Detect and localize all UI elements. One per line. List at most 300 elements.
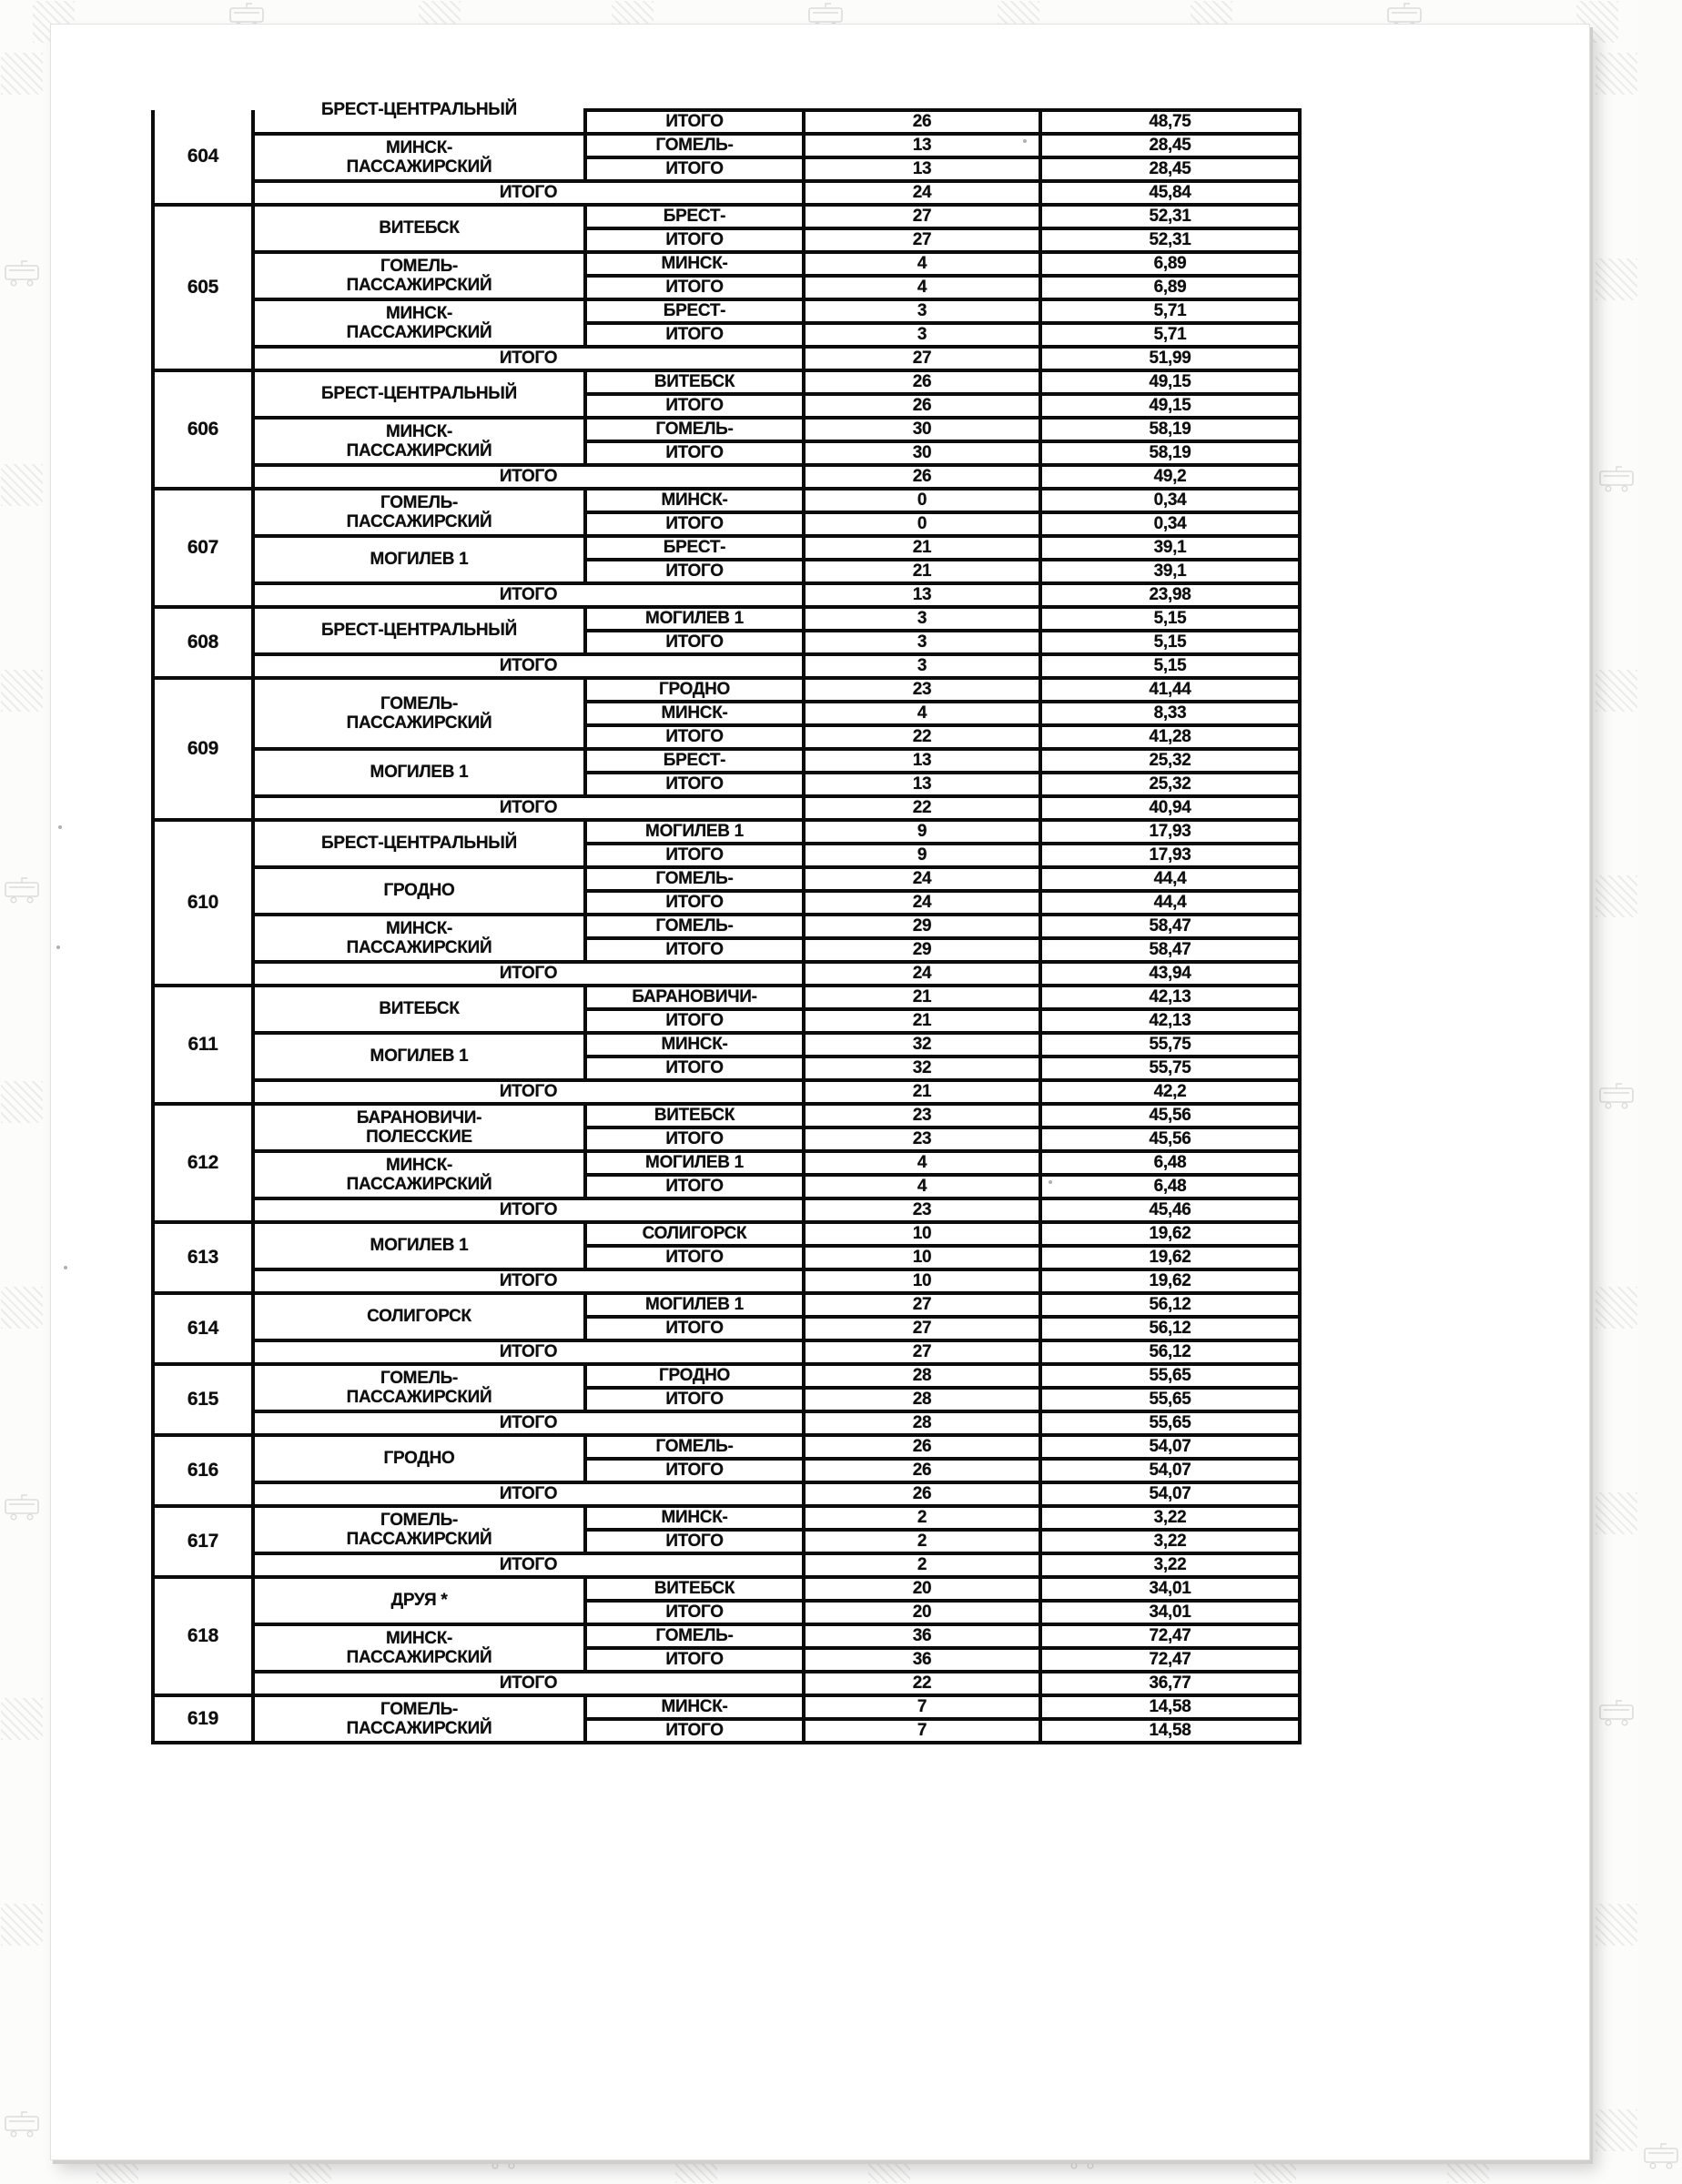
document-page <box>50 24 1590 2160</box>
count-cell: 4 <box>804 1151 1040 1175</box>
hatch-tile <box>1596 1904 1637 1946</box>
hatch-tile <box>1596 2109 1637 2151</box>
percent-cell: 14,58 <box>1040 1695 1300 1719</box>
destination-cell: ИТОГО <box>585 512 804 536</box>
percent-cell: 6,89 <box>1040 252 1300 276</box>
percent-cell: 45,56 <box>1040 1104 1300 1127</box>
percent-cell: 0,34 <box>1040 489 1300 512</box>
percent-cell: 39,1 <box>1040 536 1300 560</box>
destination-cell: ИТОГО <box>585 157 804 181</box>
count-cell: 28 <box>804 1388 1040 1411</box>
percent-cell: 6,48 <box>1040 1175 1300 1198</box>
percent-cell: 48,75 <box>1040 110 1300 134</box>
count-cell: 0 <box>804 489 1040 512</box>
table-row <box>153 678 1300 702</box>
count-cell: 20 <box>804 1601 1040 1624</box>
percent-cell: 40,94 <box>1040 796 1300 820</box>
percent-cell: 42,13 <box>1040 986 1300 1009</box>
count-cell: 27 <box>804 1293 1040 1317</box>
destination-cell: ИТОГО <box>585 110 804 134</box>
tram-icon <box>1640 2141 1682 2183</box>
tram-icon <box>1 258 43 300</box>
group-total-row <box>153 583 1300 607</box>
destination-cell: ИТОГО <box>585 773 804 796</box>
count-cell: 32 <box>804 1057 1040 1080</box>
table-row <box>153 820 1300 844</box>
destination-cell: ГОМЕЛЬ- <box>585 418 804 441</box>
group-total-row <box>153 1340 1300 1364</box>
count-cell: 13 <box>804 749 1040 773</box>
table-row <box>153 134 1300 157</box>
percent-cell: 5,71 <box>1040 323 1300 347</box>
train-table-body <box>153 100 1300 1743</box>
destination-cell: МИНСК- <box>585 1695 804 1719</box>
origin-station-cell: МОГИЛЕВ 1 <box>253 1033 585 1080</box>
group-total-row <box>153 1080 1300 1104</box>
destination-cell: БРЕСТ- <box>585 536 804 560</box>
table-row <box>153 536 1300 560</box>
destination-cell: ИТОГО <box>585 725 804 749</box>
group-total-label: ИТОГО <box>253 1672 804 1695</box>
percent-cell: 3,22 <box>1040 1530 1300 1553</box>
count-cell: 27 <box>804 228 1040 252</box>
origin-station-cell: МИНСК- ПАССАЖИРСКИЙ <box>253 915 585 962</box>
count-cell: 21 <box>804 560 1040 583</box>
percent-cell: 41,44 <box>1040 678 1300 702</box>
percent-cell: 52,31 <box>1040 205 1300 228</box>
count-cell: 26 <box>804 1435 1040 1459</box>
destination-cell: ИТОГО <box>585 560 804 583</box>
train-number-cell: 605 <box>153 205 253 370</box>
count-cell: 21 <box>804 1009 1040 1033</box>
destination-cell: МИНСК- <box>585 1506 804 1530</box>
group-total-row <box>153 962 1300 986</box>
destination-cell: ГОМЕЛЬ- <box>585 867 804 891</box>
destination-cell: ИТОГО <box>585 441 804 465</box>
count-cell: 4 <box>804 252 1040 276</box>
origin-station-cell: ГОМЕЛЬ- ПАССАЖИРСКИЙ <box>253 1364 585 1411</box>
table-row <box>153 1577 1300 1601</box>
count-cell: 9 <box>804 844 1040 867</box>
group-total-label: ИТОГО <box>253 796 804 820</box>
count-cell: 2 <box>804 1553 1040 1577</box>
destination-cell: ИТОГО <box>585 938 804 962</box>
group-total-label: ИТОГО <box>253 1198 804 1222</box>
group-total-row <box>153 347 1300 370</box>
table-row <box>153 1104 1300 1127</box>
destination-cell: ИТОГО <box>585 1246 804 1269</box>
count-cell: 13 <box>804 157 1040 181</box>
percent-cell: 3,22 <box>1040 1506 1300 1530</box>
group-total-label: ИТОГО <box>253 1553 804 1577</box>
percent-cell: 6,89 <box>1040 276 1300 299</box>
destination-cell: ГОМЕЛЬ- <box>585 915 804 938</box>
destination-cell: МИНСК- <box>585 702 804 725</box>
origin-station-cell: МИНСК- ПАССАЖИРСКИЙ <box>253 134 585 181</box>
destination-cell: ИТОГО <box>585 1317 804 1340</box>
destination-cell: БРЕСТ- <box>585 299 804 323</box>
hatch-tile <box>1596 1287 1637 1329</box>
destination-cell: ИТОГО <box>585 228 804 252</box>
percent-cell: 19,62 <box>1040 1246 1300 1269</box>
count-cell: 4 <box>804 276 1040 299</box>
scan-speck <box>58 825 62 829</box>
destination-cell: ГРОДНО <box>585 1364 804 1388</box>
count-cell: 24 <box>804 891 1040 915</box>
destination-cell: ИТОГО <box>585 891 804 915</box>
table-row <box>153 1435 1300 1459</box>
percent-cell: 52,31 <box>1040 228 1300 252</box>
hatch-tile <box>1596 1492 1637 1534</box>
count-cell: 2 <box>804 1530 1040 1553</box>
group-total-label: ИТОГО <box>253 654 804 678</box>
group-total-row <box>153 654 1300 678</box>
hatch-tile <box>1 1698 43 1740</box>
destination-cell: ГРОДНО <box>585 678 804 702</box>
scan-speck <box>1049 1180 1052 1184</box>
destination-cell: ИТОГО <box>585 394 804 418</box>
count-cell: 22 <box>804 725 1040 749</box>
tram-icon <box>1 2109 43 2151</box>
table-row <box>153 370 1300 394</box>
origin-station-cell: МОГИЛЕВ 1 <box>253 749 585 796</box>
train-number-cell: 606 <box>153 370 253 489</box>
count-cell: 24 <box>804 867 1040 891</box>
destination-cell: ИТОГО <box>585 276 804 299</box>
hatch-tile <box>1 464 43 506</box>
hatch-tile <box>1 670 43 712</box>
train-number-cell: 611 <box>153 986 253 1104</box>
table-row <box>153 418 1300 441</box>
percent-cell: 3,22 <box>1040 1553 1300 1577</box>
percent-cell: 42,2 <box>1040 1080 1300 1104</box>
percent-cell: 55,65 <box>1040 1388 1300 1411</box>
count-cell: 2 <box>804 1506 1040 1530</box>
destination-cell: ИТОГО <box>585 323 804 347</box>
table-row <box>153 1151 1300 1175</box>
table-row <box>153 1624 1300 1648</box>
table-row <box>153 749 1300 773</box>
count-cell: 26 <box>804 1482 1040 1506</box>
destination-cell: ВИТЕБСК <box>585 1104 804 1127</box>
hatch-tile <box>1 1904 43 1946</box>
tram-icon <box>1 875 43 917</box>
count-cell: 27 <box>804 1317 1040 1340</box>
origin-station-cell: БРЕСТ-ЦЕНТРАЛЬНЫЙ <box>253 607 585 654</box>
origin-station-cell: МИНСК- ПАССАЖИРСКИЙ <box>253 1624 585 1672</box>
percent-cell: 5,15 <box>1040 631 1300 654</box>
group-total-label: ИТОГО <box>253 583 804 607</box>
destination-cell: ГОМЕЛЬ- <box>585 1624 804 1648</box>
percent-cell: 5,71 <box>1040 299 1300 323</box>
percent-cell: 25,32 <box>1040 773 1300 796</box>
origin-station-cell: ГОМЕЛЬ- ПАССАЖИРСКИЙ <box>253 1695 585 1743</box>
percent-cell: 49,15 <box>1040 394 1300 418</box>
count-cell: 26 <box>804 394 1040 418</box>
percent-cell: 34,01 <box>1040 1601 1300 1624</box>
count-cell: 7 <box>804 1719 1040 1743</box>
percent-cell: 39,1 <box>1040 560 1300 583</box>
percent-cell: 42,13 <box>1040 1009 1300 1033</box>
scan-speck <box>64 1266 67 1269</box>
table-row <box>153 915 1300 938</box>
origin-station-cell: МОГИЛЕВ 1 <box>253 1222 585 1269</box>
percent-cell: 55,75 <box>1040 1057 1300 1080</box>
origin-station-cell: МИНСК- ПАССАЖИРСКИЙ <box>253 418 585 465</box>
destination-cell: ГОМЕЛЬ- <box>585 1435 804 1459</box>
count-cell: 23 <box>804 1127 1040 1151</box>
origin-station-cell: БРЕСТ-ЦЕНТРАЛЬНЫЙ <box>253 820 585 867</box>
destination-cell: ИТОГО <box>585 844 804 867</box>
table-row <box>153 252 1300 276</box>
percent-cell: 34,01 <box>1040 1577 1300 1601</box>
count-cell: 13 <box>804 773 1040 796</box>
train-number-cell: 619 <box>153 1695 253 1743</box>
group-total-row <box>153 181 1300 205</box>
train-number-cell: 617 <box>153 1506 253 1577</box>
count-cell: 10 <box>804 1246 1040 1269</box>
group-total-row <box>153 796 1300 820</box>
count-cell: 23 <box>804 678 1040 702</box>
count-cell: 36 <box>804 1648 1040 1672</box>
count-cell: 10 <box>804 1222 1040 1246</box>
percent-cell: 58,19 <box>1040 418 1300 441</box>
train-occupancy-table <box>151 100 1302 1744</box>
count-cell: 23 <box>804 1198 1040 1222</box>
train-number-cell: 614 <box>153 1293 253 1364</box>
count-cell: 30 <box>804 441 1040 465</box>
group-total-label: ИТОГО <box>253 1482 804 1506</box>
percent-cell: 19,62 <box>1040 1222 1300 1246</box>
percent-cell: 28,45 <box>1040 157 1300 181</box>
percent-cell: 54,07 <box>1040 1435 1300 1459</box>
percent-cell: 5,15 <box>1040 654 1300 678</box>
percent-cell: 45,84 <box>1040 181 1300 205</box>
percent-cell: 49,2 <box>1040 465 1300 489</box>
hatch-tile <box>1596 875 1637 917</box>
percent-cell: 23,98 <box>1040 583 1300 607</box>
table-row <box>153 1293 1300 1317</box>
destination-cell: ГОМЕЛЬ- <box>585 134 804 157</box>
destination-cell: ИТОГО <box>585 1009 804 1033</box>
percent-cell: 6,48 <box>1040 1151 1300 1175</box>
destination-cell: ИТОГО <box>585 1388 804 1411</box>
origin-station-cell: ГОМЕЛЬ- ПАССАЖИРСКИЙ <box>253 252 585 299</box>
group-total-label: ИТОГО <box>253 962 804 986</box>
destination-cell: ИТОГО <box>585 1648 804 1672</box>
table-row <box>153 299 1300 323</box>
destination-cell: ИТОГО <box>585 1530 804 1553</box>
table-row <box>153 489 1300 512</box>
destination-cell: БРЕСТ- <box>585 205 804 228</box>
origin-station-cell: ГОМЕЛЬ- ПАССАЖИРСКИЙ <box>253 489 585 536</box>
group-total-row <box>153 1269 1300 1293</box>
table-row <box>153 1364 1300 1388</box>
destination-cell: МОГИЛЕВ 1 <box>585 607 804 631</box>
percent-cell: 54,07 <box>1040 1459 1300 1482</box>
tram-icon <box>1 1492 43 1534</box>
train-number-cell: 612 <box>153 1104 253 1222</box>
count-cell: 3 <box>804 631 1040 654</box>
scan-speck <box>56 945 60 949</box>
percent-cell: 51,99 <box>1040 347 1300 370</box>
train-number-cell: 616 <box>153 1435 253 1506</box>
count-cell: 20 <box>804 1577 1040 1601</box>
count-cell: 21 <box>804 986 1040 1009</box>
group-total-label: ИТОГО <box>253 465 804 489</box>
table-row <box>153 1695 1300 1719</box>
count-cell: 26 <box>804 110 1040 134</box>
destination-cell: ИТОГО <box>585 1127 804 1151</box>
percent-cell: 43,94 <box>1040 962 1300 986</box>
origin-station-cell: МОГИЛЕВ 1 <box>253 536 585 583</box>
count-cell: 7 <box>804 1695 1040 1719</box>
count-cell: 27 <box>804 205 1040 228</box>
percent-cell: 58,47 <box>1040 938 1300 962</box>
destination-cell: МОГИЛЕВ 1 <box>585 1293 804 1317</box>
group-total-label: ИТОГО <box>253 347 804 370</box>
count-cell: 24 <box>804 181 1040 205</box>
group-total-label: ИТОГО <box>253 181 804 205</box>
table-row <box>153 110 1300 134</box>
tram-icon <box>1596 464 1637 506</box>
count-cell: 26 <box>804 1459 1040 1482</box>
train-number-cell: 609 <box>153 678 253 820</box>
train-number-cell: 608 <box>153 607 253 678</box>
origin-station-cell: МИНСК- ПАССАЖИРСКИЙ <box>253 299 585 347</box>
count-cell: 28 <box>804 1364 1040 1388</box>
origin-station-cell: ГРОДНО <box>253 1435 585 1482</box>
origin-station-cell: СОЛИГОРСК <box>253 1293 585 1340</box>
group-total-label: ИТОГО <box>253 1340 804 1364</box>
group-total-row <box>153 1411 1300 1435</box>
hatch-tile <box>1 1287 43 1329</box>
train-number-cell: 604 <box>153 110 253 205</box>
count-cell: 27 <box>804 347 1040 370</box>
count-cell: 26 <box>804 465 1040 489</box>
train-number-cell: 610 <box>153 820 253 986</box>
destination-cell: МИНСК- <box>585 252 804 276</box>
origin-station-cell: ДРУЯ * <box>253 1577 585 1624</box>
percent-cell: 55,75 <box>1040 1033 1300 1057</box>
count-cell: 30 <box>804 418 1040 441</box>
count-cell: 4 <box>804 702 1040 725</box>
percent-cell: 44,4 <box>1040 867 1300 891</box>
percent-cell: 8,33 <box>1040 702 1300 725</box>
destination-cell: ИТОГО <box>585 1601 804 1624</box>
count-cell: 21 <box>804 1080 1040 1104</box>
origin-station-cell: БРЕСТ-ЦЕНТРАЛЬНЫЙ <box>253 110 585 134</box>
count-cell: 28 <box>804 1411 1040 1435</box>
percent-cell: 56,12 <box>1040 1317 1300 1340</box>
train-number-cell: 618 <box>153 1577 253 1695</box>
origin-station-cell: ВИТЕБСК <box>253 986 585 1033</box>
percent-cell: 54,07 <box>1040 1482 1300 1506</box>
destination-cell: ВИТЕБСК <box>585 1577 804 1601</box>
count-cell: 3 <box>804 607 1040 631</box>
destination-cell: БРЕСТ- <box>585 749 804 773</box>
percent-cell: 0,34 <box>1040 512 1300 536</box>
destination-cell: МОГИЛЕВ 1 <box>585 820 804 844</box>
count-cell: 3 <box>804 654 1040 678</box>
count-cell: 4 <box>804 1175 1040 1198</box>
percent-cell: 45,46 <box>1040 1198 1300 1222</box>
table-row <box>153 607 1300 631</box>
count-cell: 32 <box>804 1033 1040 1057</box>
destination-cell: МИНСК- <box>585 1033 804 1057</box>
table-row <box>153 205 1300 228</box>
hatch-tile <box>1596 53 1637 95</box>
destination-cell: СОЛИГОРСК <box>585 1222 804 1246</box>
percent-cell: 55,65 <box>1040 1411 1300 1435</box>
percent-cell: 56,12 <box>1040 1293 1300 1317</box>
destination-cell: ИТОГО <box>585 1175 804 1198</box>
origin-station-cell: БРЕСТ-ЦЕНТРАЛЬНЫЙ <box>253 370 585 418</box>
percent-cell: 49,15 <box>1040 370 1300 394</box>
count-cell: 13 <box>804 134 1040 157</box>
count-cell: 29 <box>804 915 1040 938</box>
destination-cell: ИТОГО <box>585 1057 804 1080</box>
origin-station-cell: БАРАНОВИЧИ- ПОЛЕССКИЕ <box>253 1104 585 1151</box>
destination-cell: ИТОГО <box>585 1719 804 1743</box>
table-row <box>153 1222 1300 1246</box>
percent-cell: 45,56 <box>1040 1127 1300 1151</box>
group-total-row <box>153 1672 1300 1695</box>
group-total-row <box>153 465 1300 489</box>
percent-cell: 58,47 <box>1040 915 1300 938</box>
count-cell: 21 <box>804 536 1040 560</box>
destination-cell: МОГИЛЕВ 1 <box>585 1151 804 1175</box>
count-cell: 0 <box>804 512 1040 536</box>
table-row <box>153 986 1300 1009</box>
destination-cell: ИТОГО <box>585 631 804 654</box>
count-cell: 27 <box>804 1340 1040 1364</box>
group-total-label: ИТОГО <box>253 1269 804 1293</box>
percent-cell: 72,47 <box>1040 1648 1300 1672</box>
hatch-tile <box>1596 258 1637 300</box>
origin-station-cell: ВИТЕБСК <box>253 205 585 252</box>
count-cell: 23 <box>804 1104 1040 1127</box>
count-cell: 13 <box>804 583 1040 607</box>
count-cell: 3 <box>804 323 1040 347</box>
table-row <box>153 1033 1300 1057</box>
count-cell: 10 <box>804 1269 1040 1293</box>
origin-station-cell: ГОМЕЛЬ- ПАССАЖИРСКИЙ <box>253 678 585 749</box>
hatch-tile <box>1 1081 43 1123</box>
group-total-row <box>153 1553 1300 1577</box>
count-cell: 3 <box>804 299 1040 323</box>
percent-cell: 55,65 <box>1040 1364 1300 1388</box>
percent-cell: 17,93 <box>1040 820 1300 844</box>
group-total-label: ИТОГО <box>253 1080 804 1104</box>
hatch-tile <box>1596 670 1637 712</box>
group-total-label: ИТОГО <box>253 1411 804 1435</box>
destination-cell: ИТОГО <box>585 1459 804 1482</box>
percent-cell: 25,32 <box>1040 749 1300 773</box>
count-cell: 9 <box>804 820 1040 844</box>
count-cell: 22 <box>804 796 1040 820</box>
percent-cell: 44,4 <box>1040 891 1300 915</box>
count-cell: 22 <box>804 1672 1040 1695</box>
train-number-cell: 613 <box>153 1222 253 1293</box>
percent-cell: 56,12 <box>1040 1340 1300 1364</box>
destination-cell: ВИТЕБСК <box>585 370 804 394</box>
origin-station-cell: МИНСК- ПАССАЖИРСКИЙ <box>253 1151 585 1198</box>
train-number-cell: 607 <box>153 489 253 607</box>
table-row <box>153 867 1300 891</box>
group-total-row <box>153 1482 1300 1506</box>
count-cell: 26 <box>804 370 1040 394</box>
